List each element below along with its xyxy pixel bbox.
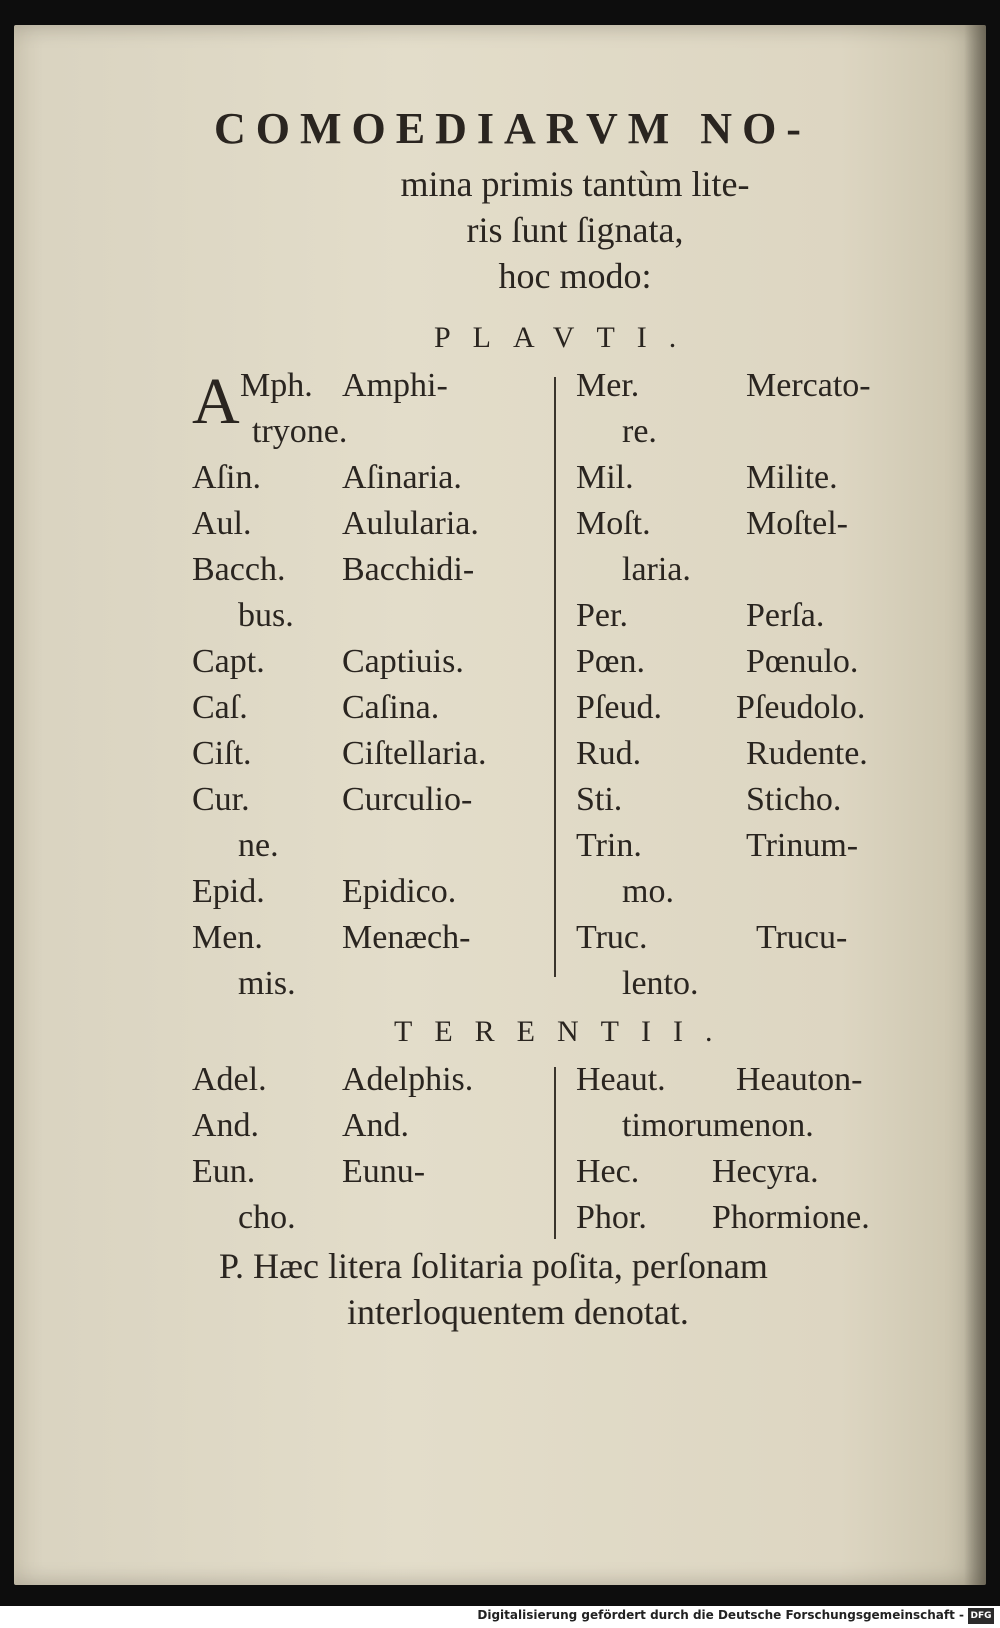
continuation: mis. [238, 965, 296, 1002]
list-item [192, 501, 552, 547]
heading-line-2: mina primis tantùm lite- [400, 164, 750, 204]
abbreviation: Adel. [192, 1061, 267, 1098]
plauti-section-title: PLAVTI. [434, 321, 699, 354]
list-item [576, 777, 936, 823]
full-title: Eunu- [342, 1153, 426, 1190]
footnote-line-1: P. Hæc litera ſolitaria poſita, perſonam [219, 1246, 768, 1286]
drop-cap: A [192, 365, 240, 438]
continuation: timorumenon. [622, 1107, 814, 1144]
full-title: Aulularia. [342, 505, 479, 542]
heading-line-4: hoc modo: [498, 256, 652, 296]
list-item [192, 731, 552, 777]
abbreviation: Caſ. [192, 689, 248, 726]
list-item [576, 731, 936, 777]
list-item [576, 685, 936, 731]
list-item [192, 363, 552, 409]
continuation: ne. [238, 827, 279, 864]
list-item-continuation [576, 409, 936, 455]
continuation: tryone. [252, 413, 348, 450]
full-title: Ciſtellaria. [342, 735, 487, 772]
list-item [576, 915, 936, 961]
list-item-continuation [576, 961, 936, 1007]
full-title: Pœnulo. [746, 643, 859, 680]
list-item [192, 1149, 552, 1195]
full-title: Trinum- [746, 827, 859, 864]
list-item [192, 915, 552, 961]
full-title: Moſtel- [746, 505, 848, 542]
list-item [576, 1057, 936, 1103]
full-title: Amphi- [342, 367, 448, 404]
full-title: Bacchidi- [342, 551, 475, 588]
full-title: Adelphis. [342, 1061, 474, 1098]
full-title: Phormione. [712, 1199, 870, 1236]
list-item [576, 823, 936, 869]
list-item [576, 363, 936, 409]
abbreviation: Hec. [576, 1153, 640, 1190]
full-title: Milite. [746, 459, 838, 496]
footnote-line-2: interloquentem denotat. [347, 1292, 689, 1332]
full-title: Captiuis. [342, 643, 464, 680]
continuation: cho. [238, 1199, 296, 1236]
abbreviation: Capt. [192, 643, 265, 680]
list-item [192, 685, 552, 731]
list-item-continuation [192, 961, 552, 1007]
abbreviation: Phor. [576, 1199, 647, 1236]
abbreviation: Aſin. [192, 459, 261, 496]
continuation: bus. [238, 597, 294, 634]
abbreviation: Aul. [192, 505, 252, 542]
list-item [576, 1195, 936, 1241]
full-title: Perſa. [746, 597, 825, 634]
dfg-logo-icon: DFG [968, 1608, 994, 1624]
full-title: Curculio- [342, 781, 473, 818]
full-title: Pſeudolo. [736, 689, 866, 726]
abbreviation: Mph. [240, 367, 313, 404]
abbreviation: Pſeud. [576, 689, 662, 726]
abbreviation: Men. [192, 919, 263, 956]
plauti-left-column [192, 363, 552, 1007]
list-item [192, 639, 552, 685]
list-item [192, 1057, 552, 1103]
abbreviation: Moſt. [576, 505, 651, 542]
abbreviation: Sti. [576, 781, 623, 818]
list-item-continuation [192, 1195, 552, 1241]
full-title: And. [342, 1107, 410, 1144]
abbreviation: Eun. [192, 1153, 256, 1190]
list-item [192, 455, 552, 501]
full-title: Heauton- [736, 1061, 863, 1098]
list-item [576, 593, 936, 639]
list-item-continuation [576, 1103, 936, 1149]
abbreviation: And. [192, 1107, 260, 1144]
abbreviation: Cur. [192, 781, 250, 818]
list-item [576, 1149, 936, 1195]
list-item-continuation [192, 409, 552, 455]
full-title: Caſina. [342, 689, 440, 726]
list-item-continuation [192, 823, 552, 869]
list-item-continuation [192, 593, 552, 639]
full-title: Hecyra. [712, 1153, 819, 1190]
column-divider [554, 1067, 556, 1239]
list-item [192, 547, 552, 593]
list-item-continuation [576, 869, 936, 915]
continuation: lento. [622, 965, 699, 1002]
abbreviation: Bacch. [192, 551, 286, 588]
plauti-right-column [576, 363, 936, 1007]
full-title: Epidico. [342, 873, 457, 910]
heading-line-3: ris ſunt ſignata, [466, 210, 684, 250]
list-item [192, 1103, 552, 1149]
list-item [576, 455, 936, 501]
continuation: laria. [622, 551, 691, 588]
abbreviation: Mil. [576, 459, 634, 496]
full-title: Trucu- [756, 919, 848, 956]
abbreviation: Mer. [576, 367, 640, 404]
list-item [192, 869, 552, 915]
full-title: Sticho. [746, 781, 842, 818]
abbreviation: Ciſt. [192, 735, 252, 772]
continuation: re. [622, 413, 657, 450]
list-item [192, 777, 552, 823]
abbreviation: Heaut. [576, 1061, 666, 1098]
abbreviation: Trin. [576, 827, 642, 864]
abbreviation: Per. [576, 597, 628, 634]
footnote [219, 1243, 939, 1335]
heading-line-1: COMOEDIARVM NO- [214, 104, 811, 153]
full-title: Aſinaria. [342, 459, 462, 496]
abbreviation: Pœn. [576, 643, 645, 680]
list-item [576, 639, 936, 685]
terentii-right-column [576, 1057, 936, 1241]
abbreviation: Rud. [576, 735, 642, 772]
list-item [576, 501, 936, 547]
list-item-continuation [576, 547, 936, 593]
terentii-section-title: TERENTII. [394, 1015, 735, 1048]
abbreviation: Epid. [192, 873, 265, 910]
full-title: Mercato- [746, 367, 871, 404]
digitization-credit: Digitalisierung gefördert durch die Deutsche Forschungsgemeinschaft - [477, 1608, 964, 1622]
continuation: mo. [622, 873, 674, 910]
book-page [14, 25, 986, 1585]
abbreviation: Truc. [576, 919, 648, 956]
terentii-left-column [192, 1057, 552, 1241]
column-divider [554, 377, 556, 977]
full-title: Rudente. [746, 735, 868, 772]
full-title: Menæch- [342, 919, 471, 956]
